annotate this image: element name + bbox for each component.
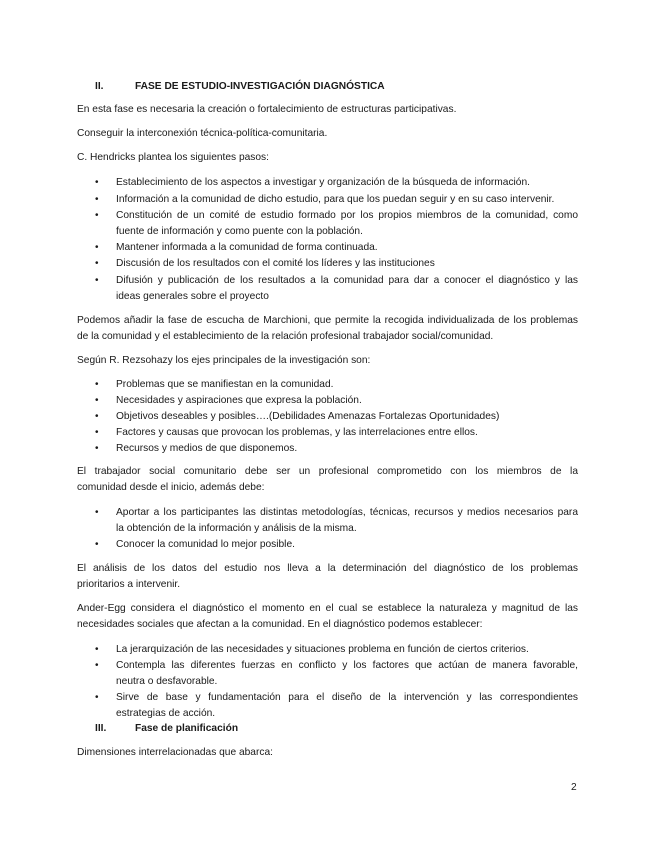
paragraph: El análisis de los datos del estudio nos lleva a la determinación del diagnóstico de los problemas <box>77 563 578 574</box>
list-item-continuation: estrategias de acción. <box>116 708 216 719</box>
bullet-icon: • <box>95 177 99 188</box>
list-item: Aportar a los participantes las distintas metodologías, técnicas, recursos y medios necesarios para <box>116 507 578 518</box>
list-item-continuation: neutra o desfavorable. <box>116 676 218 687</box>
list-item-continuation: la obtención de la información y análisis de la misma. <box>116 523 357 534</box>
list-item: Constitución de un comité de estudio formado por los propios miembros de la comunidad, como <box>116 210 578 221</box>
bullet-icon: • <box>95 210 99 221</box>
page-number: 2 <box>571 782 577 793</box>
bullet-icon: • <box>95 443 99 454</box>
bullet-icon: • <box>95 411 99 422</box>
list-item: Contempla las diferentes fuerzas en conflicto y los factores que actúan de manera favorable, <box>116 660 578 671</box>
list-item: Factores y causas que provocan los problemas, y las interrelaciones entre ellos. <box>116 427 478 438</box>
paragraph: En esta fase es necesaria la creación o fortalecimiento de estructuras participativas. <box>77 104 457 115</box>
list-item: Necesidades y aspiraciones que expresa la población. <box>116 395 362 406</box>
section-number: II. <box>95 81 104 92</box>
paragraph-continuation: de la comunidad y el establecimiento de la relación profesional trabajador social/comunidad. <box>77 331 494 342</box>
list-item: Problemas que se manifiestan en la comunidad. <box>116 379 334 390</box>
section-title: FASE DE ESTUDIO-INVESTIGACIÓN DIAGNÓSTICA <box>135 81 385 92</box>
list-item: Sirve de base y fundamentación para el diseño de la intervención y las correspondientes <box>116 692 578 703</box>
list-item: Discusión de los resultados con el comité los líderes y las instituciones <box>116 258 435 269</box>
bullet-icon: • <box>95 427 99 438</box>
bullet-icon: • <box>95 507 99 518</box>
list-item-continuation: fuente de información y como puente con la población. <box>116 226 363 237</box>
paragraph-continuation: necesidades sociales que afectan a la comunidad. En el diagnóstico podemos establecer: <box>77 619 483 630</box>
paragraph-continuation: comunidad desde el inicio, además debe: <box>77 482 265 493</box>
paragraph-continuation: prioritarios a intervenir. <box>77 579 181 590</box>
bullet-icon: • <box>95 644 99 655</box>
list-item: Conocer la comunidad lo mejor posible. <box>116 539 295 550</box>
section-title: Fase de planificación <box>135 723 239 734</box>
section-number: III. <box>95 723 107 734</box>
list-item: Información a la comunidad de dicho estudio, para que los puedan seguir y en su caso intervenir. <box>116 194 555 205</box>
bullet-icon: • <box>95 692 99 703</box>
paragraph: El trabajador social comunitario debe ser un profesional comprometido con los miembros de la <box>77 466 578 477</box>
bullet-icon: • <box>95 539 99 550</box>
bullet-icon: • <box>95 275 99 286</box>
list-item: Mantener informada a la comunidad de forma continuada. <box>116 242 378 253</box>
bullet-icon: • <box>95 242 99 253</box>
bullet-icon: • <box>95 194 99 205</box>
bullet-icon: • <box>95 395 99 406</box>
bullet-icon: • <box>95 258 99 269</box>
list-item: Recursos y medios de que disponemos. <box>116 443 298 454</box>
paragraph: Conseguir la interconexión técnica-política-comunitaria. <box>77 128 328 139</box>
list-item: La jerarquización de las necesidades y situaciones problema en función de ciertos criterios. <box>116 644 529 655</box>
paragraph: Podemos añadir la fase de escucha de Marchioni, que permite la recogida individualizada de los problemas <box>77 315 578 326</box>
list-item: Objetivos deseables y posibles….(Debilidades Amenazas Fortalezas Oportunidades) <box>116 411 500 422</box>
paragraph: C. Hendricks plantea los siguientes pasos: <box>77 152 269 163</box>
list-item: Establecimiento de los aspectos a investigar y organización de la búsqueda de información. <box>116 177 530 188</box>
paragraph: Según R. Rezsohazy los ejes principales de la investigación son: <box>77 355 371 366</box>
list-item: Difusión y publicación de los resultados a la comunidad para dar a conocer el diagnóstico y las <box>116 275 578 286</box>
paragraph: Dimensiones interrelacionadas que abarca: <box>77 747 273 758</box>
bullet-icon: • <box>95 660 99 671</box>
bullet-icon: • <box>95 379 99 390</box>
list-item-continuation: ideas generales sobre el proyecto <box>116 291 269 302</box>
paragraph: Ander-Egg considera el diagnóstico el momento en el cual se establece la naturaleza y magnitud de las <box>77 603 578 614</box>
